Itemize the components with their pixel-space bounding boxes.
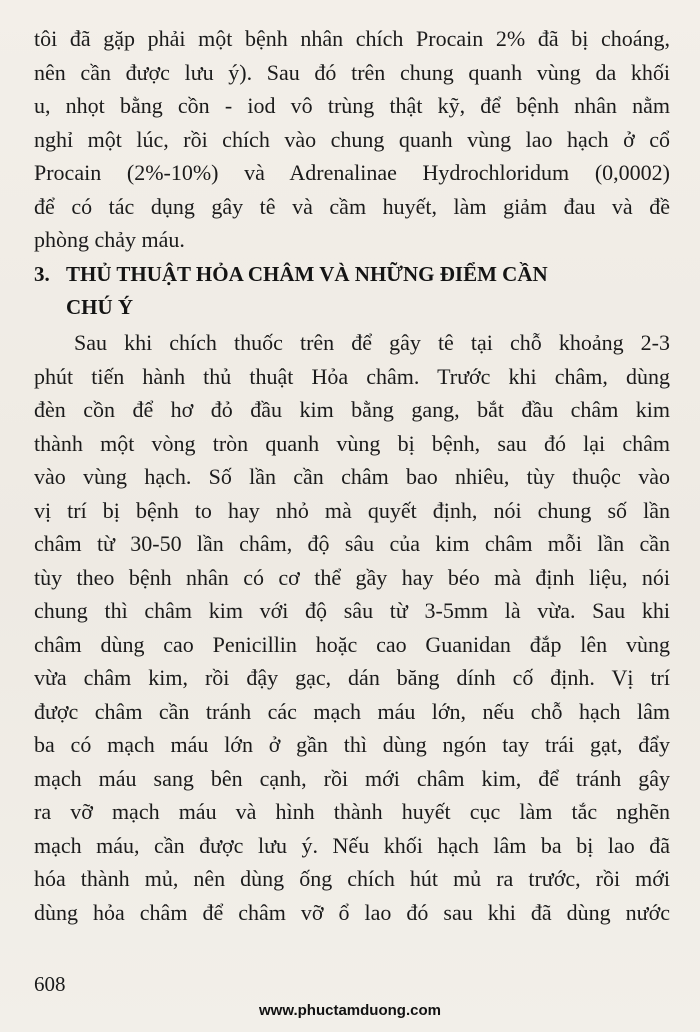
- text-line: tùy theo bệnh nhân có cơ thể gầy hay béo mà định liệu, nói: [34, 564, 670, 590]
- text-line: được châm cần tránh các mạch máu lớn, nếu chỗ hạch lâm: [34, 698, 670, 724]
- text-line: để có tác dụng gây tê và cầm huyết, làm giảm đau và đề: [34, 193, 670, 219]
- text-line: mạch máu sang bên cạnh, rồi mới châm kim, để tránh gây: [34, 765, 670, 791]
- text-line: mạch máu, cần được lưu ý. Nếu khối hạch lâm ba bị lao đã: [34, 832, 670, 858]
- text-line: ba có mạch máu lớn ở gần thì dùng ngón tay trái gạt, đẩy: [34, 732, 670, 757]
- paragraph-top: [34, 22, 670, 257]
- text-line: dùng hỏa châm để châm vỡ ổ lao đó sau khi đã dùng nước: [34, 899, 670, 925]
- website-watermark: www.phuctamduong.com: [259, 1002, 441, 1019]
- text-line: vị trí bị bệnh to hay nhỏ mà quyết định, nói chung số lần: [34, 497, 670, 523]
- section-title-line-2: CHÚ Ý: [66, 295, 134, 319]
- text-line: châm từ 30-50 lần châm, độ sâu của kim châm mỗi lần cần: [34, 531, 670, 556]
- text-line: nghỉ một lúc, rồi chích vào chung quanh vùng lao hạch ở cổ: [34, 126, 670, 152]
- paragraph-main: [34, 326, 670, 929]
- text-line: vào vùng hạch. Số lần cần châm bao nhiêu, tùy thuộc vào: [34, 464, 670, 489]
- text-line: tôi đã gặp phải một bệnh nhân chích Procain 2% đã bị choáng,: [34, 26, 670, 51]
- section-number: 3.: [34, 262, 50, 286]
- text-line: u, nhọt bằng cồn - iod vô trùng thật kỹ, để bệnh nhân nằm: [34, 93, 670, 118]
- text-line: chung thì châm kim với độ sâu từ 3-5mm là vừa. Sau khi: [34, 598, 670, 623]
- text-line: hóa thành mủ, nên dùng ống chích hút mủ ra trước, rồi mới: [34, 866, 670, 891]
- text-line: Procain (2%-10%) và Adrenalinae Hydrochloridum (0,0002): [34, 160, 670, 185]
- text-line: thành một vòng tròn quanh vùng bị bệnh, sau đó lại châm: [34, 430, 670, 456]
- text-line: Sau khi chích thuốc trên để gây tê tại chỗ khoảng 2-3: [74, 330, 670, 355]
- section-heading: [34, 258, 670, 324]
- page-number: 608: [34, 972, 66, 996]
- text-line: đèn cồn để hơ đỏ đầu kim bằng gang, bắt đầu châm kim: [34, 397, 670, 422]
- text-line: phút tiến hành thủ thuật Hỏa châm. Trước khi châm, dùng: [34, 363, 670, 389]
- text-line: nên cần được lưu ý). Sau đó trên chung quanh vùng da khối: [34, 59, 670, 85]
- text-line: châm dùng cao Penicillin hoặc cao Guanidan đắp lên vùng: [34, 631, 670, 657]
- text-line: vừa châm kim, rồi đậy gạc, dán băng dính cố định. Vị trí: [34, 665, 670, 690]
- text-line: phòng chảy máu.: [34, 227, 185, 252]
- text-line: ra vỡ mạch máu và hình thành huyết cục làm tắc nghẽn: [34, 799, 670, 824]
- section-title-line-1: THỦ THUẬT HỎA CHÂM VÀ NHỮNG ĐIỂM CẦN: [66, 262, 548, 286]
